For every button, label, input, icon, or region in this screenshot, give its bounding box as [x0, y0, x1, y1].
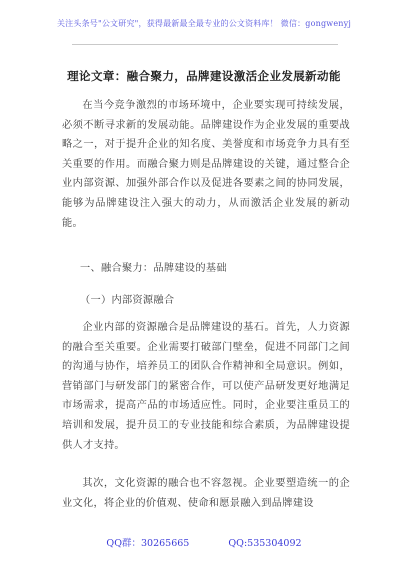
document-title: 理论文章：融合聚力，品牌建设激活企业发展新动能	[67, 69, 341, 83]
subsection-heading: （一）内部资源融合	[80, 295, 175, 306]
footer-qq: QQ:535304092	[228, 538, 302, 549]
footer-contact	[0, 535, 408, 549]
header-notice: 关注头条号"公文研究"，获得最新最全最专业的公文资料库！ 微信：gongwenyj	[56, 19, 352, 28]
section-heading: 一、融合聚力：品牌建设的基础	[80, 263, 227, 274]
header-divider	[72, 44, 338, 45]
body-paragraph-culture: 其次，文化资源的融合也不容忽视。企业要塑造统一的企业文化，将企业的价值观、使命和愿景融入到品牌建设	[62, 478, 350, 509]
intro-paragraph: 在当今竞争激烈的市场环境中，企业要实现可持续发展，必须不断寻求新的发展动能。品牌建设作为企业发展的重要战略之一，对于提升企业的知名度、美誉度和市场竞争力具有至关重要的作用。而融合聚力则是品牌建设的关键，通过整合企业内部资源、加强外部合作以及促进各要素之间的协同发展，能够为品牌建设注入强大的动力，从而激活企业发展的新动能。	[62, 100, 350, 229]
body-paragraph-internal-resources: 企业内部的资源融合是品牌建设的基石。首先，人力资源的融合至关重要。企业需要打破部门壁垒，促进不同部门之间的沟通与协作，培养员工的团队合作精神和全局意识。例如，营销部门与研发部门的紧密合作，可以使产品研发更好地满足市场需求，提高产品的市场适应性。同时，企业要注重员工的培训和发展，提升员工的专业技能和综合素质，为品牌建设提供人才支持。	[62, 322, 350, 451]
footer-qq-group: QQ群：30265665	[106, 538, 190, 549]
